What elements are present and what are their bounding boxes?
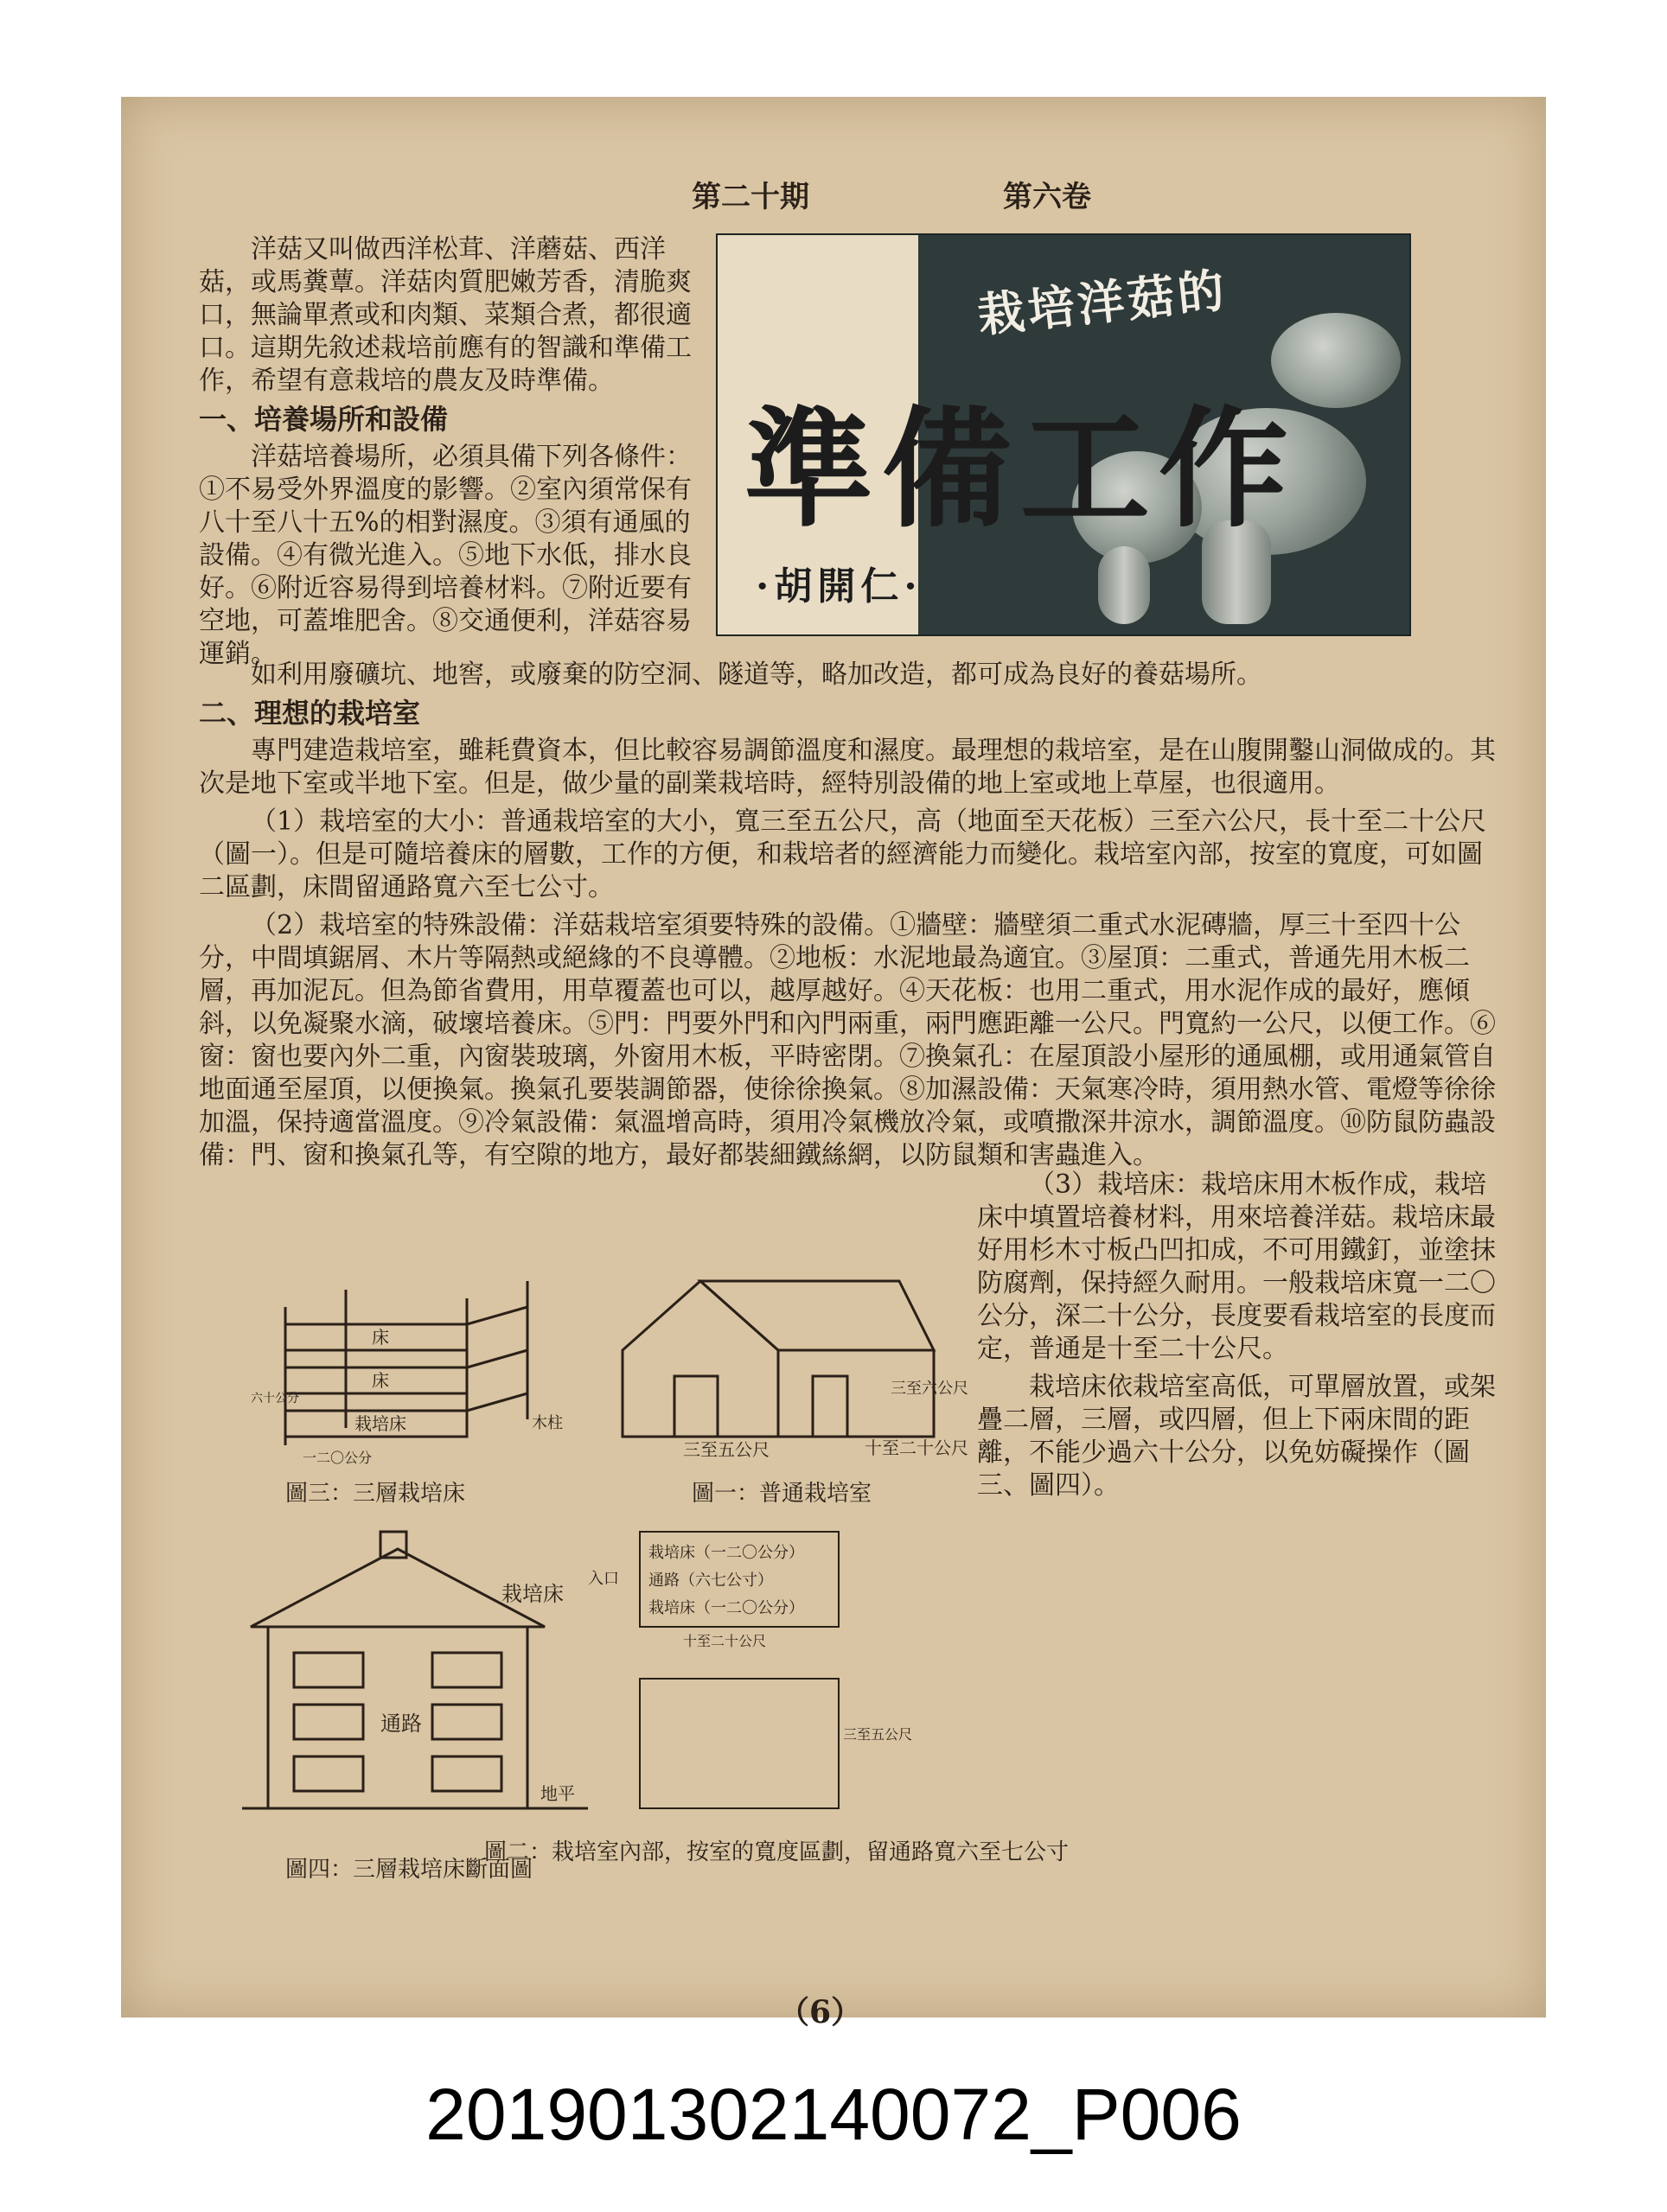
fig4-label-bed: 栽培床 (501, 1582, 564, 1606)
archive-id-label: 201901302140072_P006 (425, 2074, 1242, 2155)
figure-2-caption: 圖二：栽培室內部，按室的寬度區劃，留通路寬六至七公寸 (484, 1839, 1070, 1865)
figure-2-drawing (588, 1532, 951, 1826)
intro-column (199, 233, 692, 669)
fig3-label-height: 六十公分 (251, 1392, 299, 1406)
intro-paragraph: 洋菇又叫做西洋松茸、洋蘑菇、西洋菇，或馬糞蕈。洋菇肉質肥嫩芳香，清脆爽口，無論單煮或和肉類、菜類合煮，都很適口。這期先敘述栽培前應有的智識和準備工作，希望有意栽培的農友及時準備。 (199, 234, 692, 396)
section-1-paragraph: 洋菇培養場所，必須具備下列各條件：①不易受外界溫度的影響。②室內須常保有八十至八十五%的相對濕度。③須有通風的設備。④有微光進入。⑤地下水低，排水良好。⑥附近容易得到培養材料。⑦附近要有空地，可蓋堆肥舍。⑧交通便利，洋菇容易運銷。 (199, 442, 692, 669)
section-2-paragraph: （2）栽培室的特殊設備：洋菇栽培室須要特殊的設備。①牆壁：牆壁須二重式水泥磚牆，厚三十至四十公分，中間填鋸屑、木片等隔熱或絕緣的不良導體。②地板：水泥地最為適宜。③屋頂：二重式，普通先用木板二層，再加泥瓦。但為節省費用，用草覆蓋也可以，越厚越好。④天花板：也用二重式，用水泥作成的最好，應傾斜，以免凝聚水滴，破壞培養床。⑤門：門要外門和內門兩重，兩門應距離一公尺。門寬約一公尺，以便工作。⑥窗：窗也要內外二重，內窗裝玻璃，外窗用木板，平時密閉。⑦換氣孔：在屋頂設小屋形的通風棚，或用通氣管自地面通至屋頂，以便換氣。換氣孔要裝調節器，使徐徐換氣。⑧加濕設備：天氣寒冷時，須用熱水管、電燈等徐徐加溫，保持適當溫度。⑨冷氣設備：氣溫增高時，須用冷氣機放冷氣，或噴撒深井涼水，調節溫度。⑩防鼠防蟲設備：門、窗和換氣孔等，有空隙的地方，最好都裝細鐵絲網，以防鼠類和害蟲進入。 (199, 910, 1496, 1170)
fig2-label-width: 三至五公尺 (843, 1726, 913, 1743)
article-title: 準備工作 (744, 393, 1298, 545)
article-author: ·胡開仁· (756, 564, 923, 609)
section-2-paragraph: 專門建造栽培室，雖耗費資本，但比較容易調節溫度和濕度。最理想的栽培室，是在山腹開鑿山洞做成的。其次是地下室或半地下室。但是，做少量的副業栽培時，經特別設備的地上室或地上草屋，也很適用。 (199, 736, 1496, 799)
figure-3-caption: 圖三：三層栽培床 (285, 1481, 466, 1507)
article-subtitle: 栽培洋菇的 (974, 261, 1230, 343)
running-header (692, 173, 1245, 216)
fig2-label-length: 十至二十公尺 (683, 1633, 767, 1649)
title-banner (716, 233, 1411, 636)
section-2-paragraph: （1）栽培室的大小：普通栽培室的大小，寬三至五公尺，高（地面至天花板）三至六公尺，長十至二十公尺（圖一）。但是可隨培養床的層數，工作的方便，和栽培者的經濟能力而變化。栽培室內部，按室的寬度，可如圖二區劃，床間留通路寬六至七公寸。 (199, 806, 1487, 902)
figure-4-caption: 圖四：三層栽培床斷面圖 (285, 1857, 533, 1883)
section-2-paragraph: 栽培床依栽培室高低，可單層放置，或架疊二層，三層，或四層，但上下兩床間的距離，不能少過六十公分，以免妨礙操作（圖三、圖四）。 (977, 1372, 1496, 1501)
mushroom-stem-image (1098, 546, 1150, 624)
middle-column (199, 659, 1496, 1170)
fig1-dim-height: 三至六公尺 (891, 1380, 968, 1398)
figure-1-drawing (605, 1255, 968, 1463)
fig3-label-bed: 床 (372, 1370, 389, 1391)
figure-3-drawing (251, 1272, 579, 1471)
page-number: （6） (778, 1994, 863, 2030)
fig3-label-bed: 床 (372, 1327, 389, 1348)
fig1-dim-width: 三至五公尺 (683, 1439, 770, 1460)
section-2-paragraph: （3）栽培床：栽培床用木板作成，栽培床中填置培養材料，用來培養洋菇。栽培床最好用杉木寸板凸凹扣成，不可用鐵釘，並塗抹防腐劑，保持經久耐用。一般栽培床寬一二〇公分，深二十公分，長度要看栽培室的長度而定，普通是十至二十公尺。 (977, 1170, 1496, 1364)
fig3-label-bed: 栽培床 (354, 1413, 406, 1434)
section-1-paragraph: 如利用廢礦坑、地窖，或廢棄的防空洞、隧道等，略加改造，都可成為良好的養菇場所。 (251, 660, 1262, 690)
magazine-page (121, 97, 1546, 2030)
right-column (977, 1169, 1496, 1722)
fig4-label-ground: 地平 (540, 1783, 575, 1804)
fig2-label: 通路（六七公寸） (648, 1571, 773, 1590)
fig3-label-post: 木柱 (532, 1414, 563, 1432)
section-1-title: 一、培養場所和設備 (199, 403, 449, 436)
fig2-label: 栽培床（一二〇公分） (648, 1599, 804, 1617)
fig4-label-aisle: 通路 (380, 1712, 422, 1736)
figure-4-drawing (242, 1532, 588, 1826)
fig2-label: 栽培床（一二〇公分） (648, 1544, 804, 1562)
fig2-label-entrance: 入口 (588, 1570, 619, 1588)
figure-1-caption: 圖一：普通栽培室 (692, 1481, 872, 1507)
issue-label: 第二十期 (692, 180, 809, 214)
fig3-label-width: 一二〇公分 (303, 1450, 373, 1466)
section-2-title: 二、理想的栽培室 (199, 697, 421, 730)
fig1-dim-length: 十至二十公尺 (865, 1437, 968, 1458)
volume-label: 第六卷 (1003, 180, 1091, 214)
